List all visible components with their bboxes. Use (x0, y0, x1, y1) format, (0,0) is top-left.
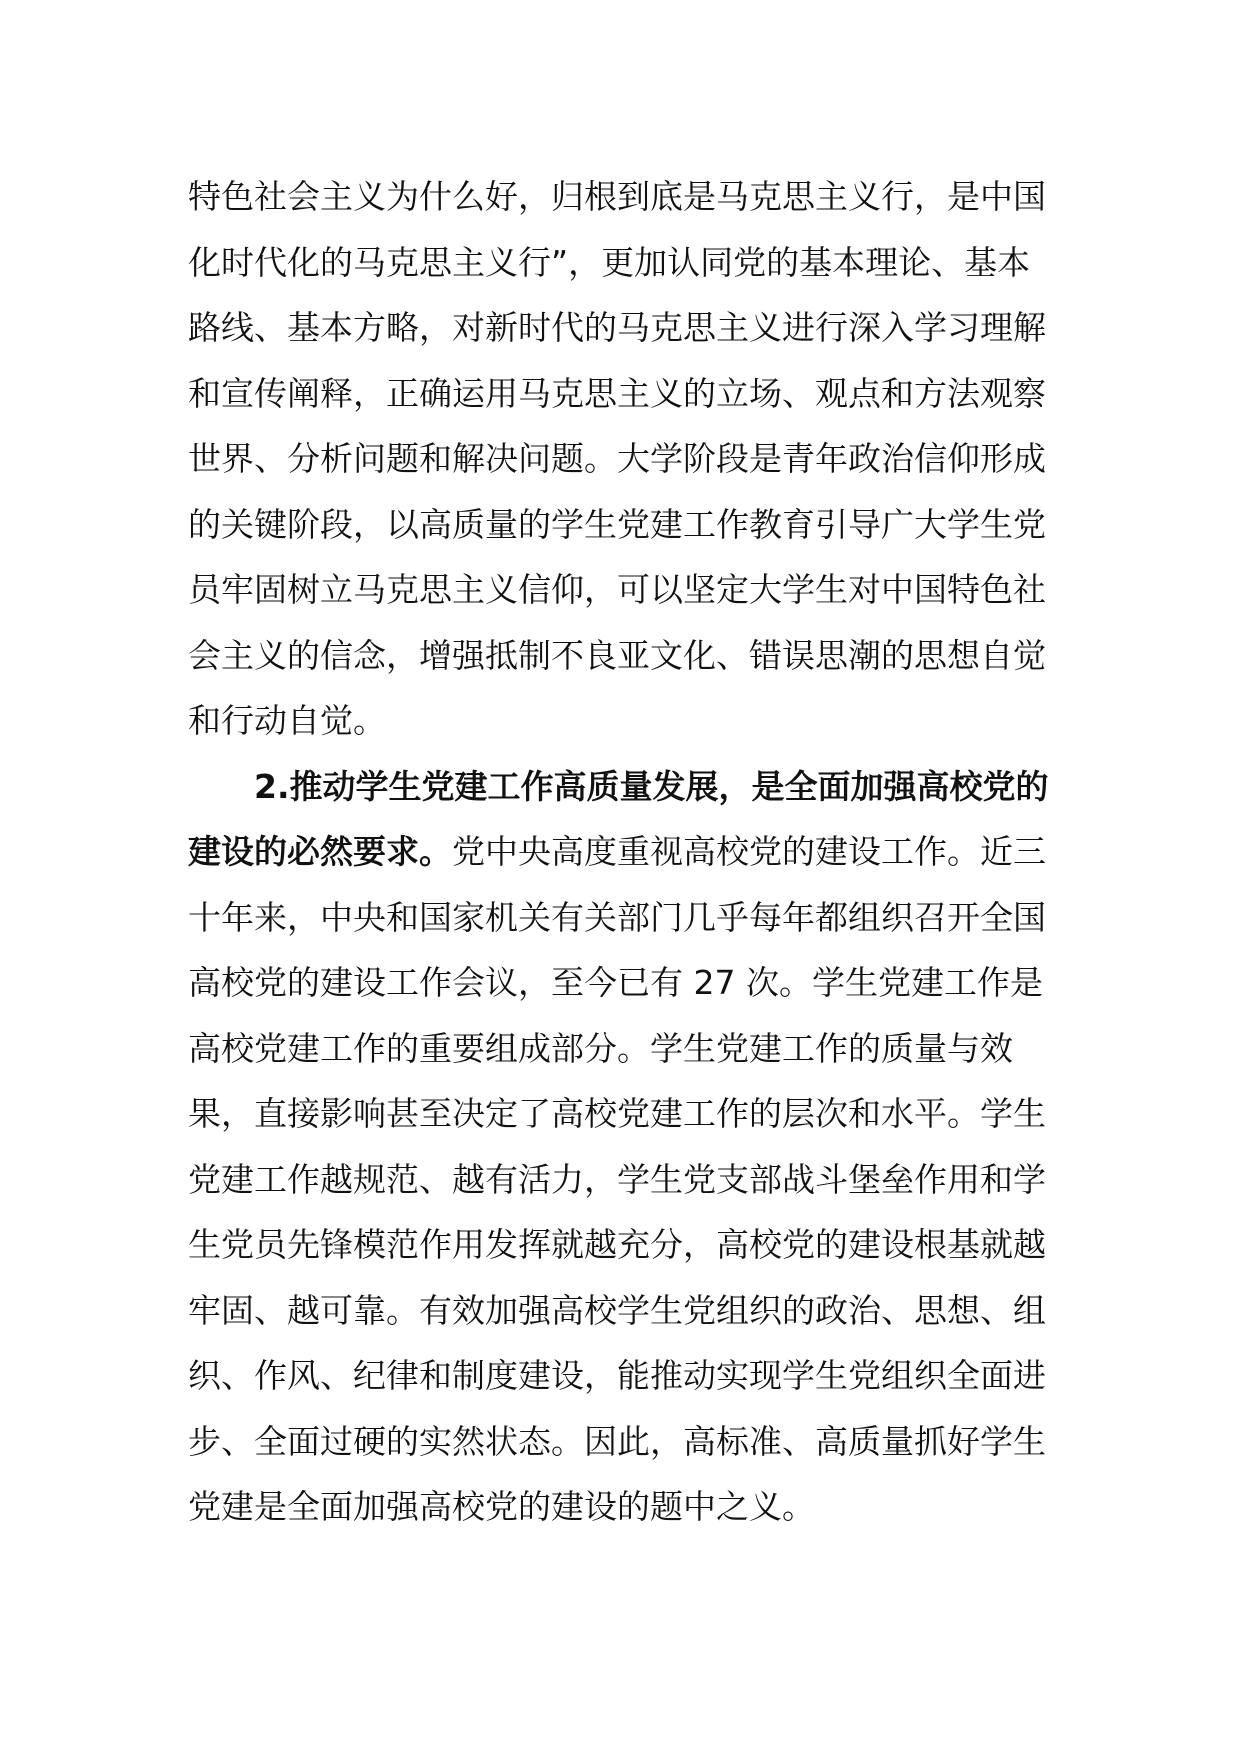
paragraph-point-2 (188, 754, 1058, 1540)
paragraph-text: 党中央高度重视高校党的建设工作。近三十年来，中央和国家机关有关部门几乎每年都组织召开全国高校党的建设工作会议，至今已有 27 次。学生党建工作是高校党建工作的重要组成部分。学生党建工作的质量与效果，直接影响甚至决定了高校党建工作的层次和水平。学生党建工作越规范、越有活力，学生党支部战斗堡垒作用和学生党员先锋模范作用发挥就越充分，高校党的建设根基就越牢固、越可靠。有效加强高校学生党组织的政治、思想、组织、作风、纪律和制度建设，能推动实现学生党组织全面进步、全面过硬的实然状态。因此，高标准、高质量抓好学生党建是全面加强高校党的建设的题中之义。 (188, 832, 1046, 1526)
paragraph-lead-heading: 2.推动学生党建工作高质量发展，是全面加强高校党的建设的必然要求。 (188, 766, 1049, 871)
paragraph-continued (188, 164, 1058, 754)
paragraph-text: 特色社会主义为什么好，归根到底是马克思主义行，是中国化时代化的马克思主义行”，更加认同党的基本理论、基本路线、基本方略，对新时代的马克思主义进行深入学习理解和宣传阐释，正确运用马克思主义的立场、观点和方法观察世界、分析问题和解决问题。大学阶段是青年政治信仰形成的关键阶段，以高质量的学生党建工作教育引导广大学生党员牢固树立马克思主义信仰，可以坚定大学生对中国特色社会主义的信念，增强抵制不良亚文化、错误思潮的思想自觉和行动自觉。 (188, 177, 1046, 740)
document-body (188, 164, 1058, 1540)
